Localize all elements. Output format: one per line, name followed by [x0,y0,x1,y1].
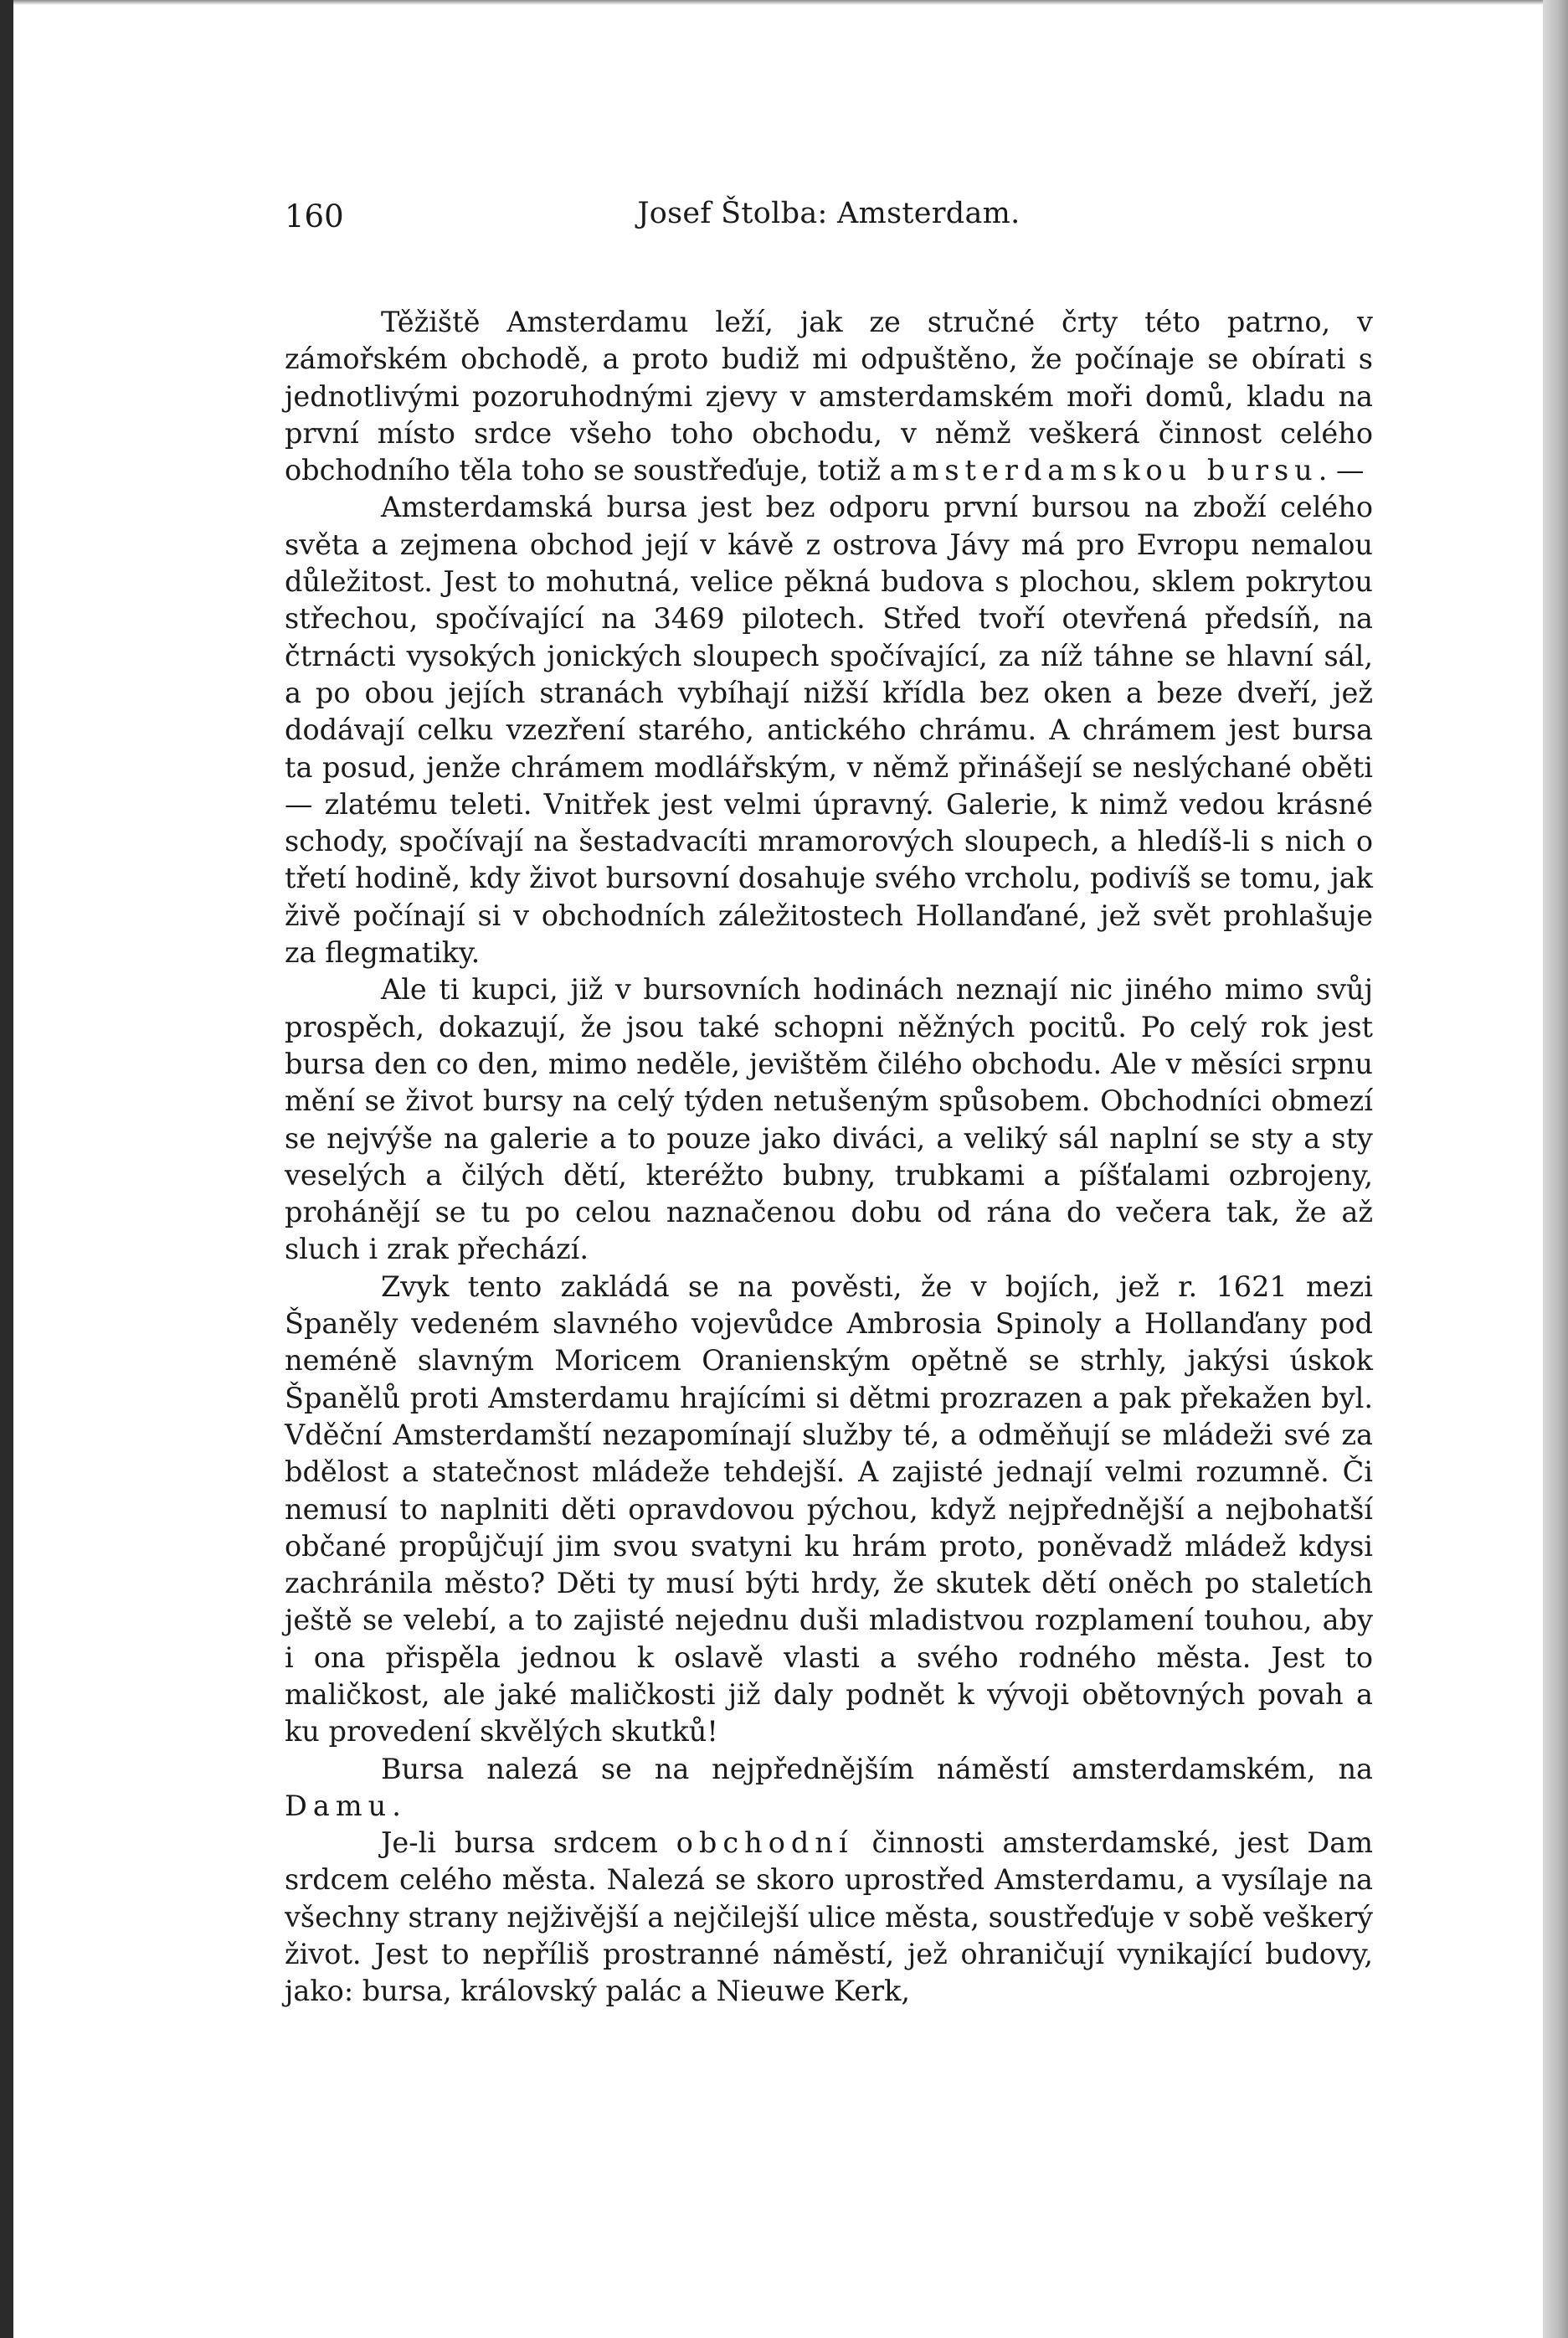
scan-edge-right [1543,0,1568,2338]
paragraph-1-emphasis: amsterdamskou bursu [889,454,1319,487]
paragraph-5 [285,1751,1373,1826]
paragraph-1-tail: . — [1318,454,1365,487]
paragraph-5-text: Bursa nalezá se na nejpřednějším náměstí amsterdamském, na [381,1752,1373,1785]
paragraph-6-tail: činnosti amsterdamské, jest Dam srdcem celého města. Nalezá se skoro uprostřed Amsterdamu, a vysílaje na všechny strany nejživější a nejčilejší ulice města, soustřeďuje v sobě veškerý život. Jest to nepříliš prostranné náměstí, jež ohraničují vynikající budovy, jako: bursa, královský palác a Nieuwe Kerk, [285,1826,1373,2008]
running-title: Josef Štolba: Amsterdam. [637,197,1020,230]
scan-edge-top [13,0,1543,5]
paragraph-6-emphasis: obchodní [676,1826,854,1860]
paragraph-6-text: Je-li bursa srdcem [381,1826,676,1860]
paragraph-2: Amsterdamská bursa jest bez odporu první bursou na zboží celého světa a zejmena obchod její v kávě z ostrova Jávy má pro Evropu nemalou důležitost. Jest to mohutná, velice pěkná budova s plochou, sklem pokrytou střechou, spočívající na 3469 pilotech. Střed tvoří otevřená předsíň, na čtrnácti vysokých jonických sloupech spočívající, za níž táhne se hlavní sál, a po obou jejích stranách vybíhají nižší křídla bez oken a beze dveří, jež dodávají celku vzezření starého, antického chrámu. A chrámem jest bursa ta posud, jenže chrámem modlářským, v němž přinášejí se neslýchané oběti — zlatému teleti. Vnitřek jest velmi úpravný. Galerie, k nimž vedou krásné schody, spočívají na šestadvacíti mramorových sloupech, a hledíš-li s nich o třetí hodině, kdy život bursovní dosahuje svého vrcholu, podivíš se tomu, jak živě počínají si v obchodních záležitostech Hollanďané, jež svět prohlašuje za flegmatiky. [285,491,1373,970]
paragraph-5-emphasis: Damu [285,1789,393,1822]
paragraph-3: Ale ti kupci, již v bursovních hodinách neznají nic jiného mimo svůj prospěch, dokazují, že jsou také schopni něžných pocitů. Po celý rok jest bursa den co den, mimo neděle, jevištěm čilého obchodu. Ale v měsíci srpnu mění se život bursy na celý týden netušeným spůsobem. Obchodníci obmezí se nejvýše na galerie a to pouze jako diváci, a veliký sál naplní se sty a sty veselých a čilých dětí, kteréžto bubny, trubkami a píšťalami ozbrojeny, prohánějí se tu po celou naznačenou dobu od rána do večera tak, že až sluch i zrak přechází. [285,973,1373,1266]
paragraph-5-tail: . [392,1789,401,1822]
paragraph-6 [285,1825,1373,2010]
page-number: 160 [285,198,344,234]
paragraph-1-text: Těžiště Amsterdamu leží, jak ze stručné črty této patrno, v zámořském obchodě, a proto budiž mi odpuštěno, že počínaje se obírati s jednotlivými pozoruhodnými zjevy v amsterdamském moři domů, kladu na první místo srdce všeho toho obchodu, v němž veškerá činnost celého obchodního těla toho se soustřeďuje, totiž [285,306,1373,487]
paragraph-4: Zvyk tento zakládá se na pověsti, že v bojích, jež r. 1621 mezi Španěly vedeném slavného vojevůdce Ambrosia Spinoly a Hollanďany pod neméně slavným Moricem Oranienským opětně se strhly, jakýsi úskok Španělů proti Amsterdamu hrajícími si dětmi prozrazen a pak překažen byl. Vděční Amsterdamští nezapomínají služby té, a odměňují se mládeži své za bdělost a statečnost mládeže tehdejší. A zajisté jednají velmi rozumně. Či nemusí to naplniti děti opravdovou pýchou, když nejpřednější a nejbohatší občané propůjčují jim svou svatyni ku hrám proto, poněvadž mládež kdysi zachránila město? Děti ty musí býti hrdy, že skutek dětí oněch po staletích ještě se velebí, a to zajisté nejednu duši mladistvou rozplamení touhou, aby i ona přispěla jednou k oslavě vlasti a svého rodného města. Jest to maličkost, ale jaké maličkosti již daly podnět k vývoji obětovných povah a ku provedení skvělých skutků! [285,1269,1373,1748]
body-text [285,304,1373,2011]
page-header [285,188,1373,247]
scan-edge-left [0,0,13,2338]
book-page [285,188,1373,2011]
paragraph-1 [285,304,1373,489]
